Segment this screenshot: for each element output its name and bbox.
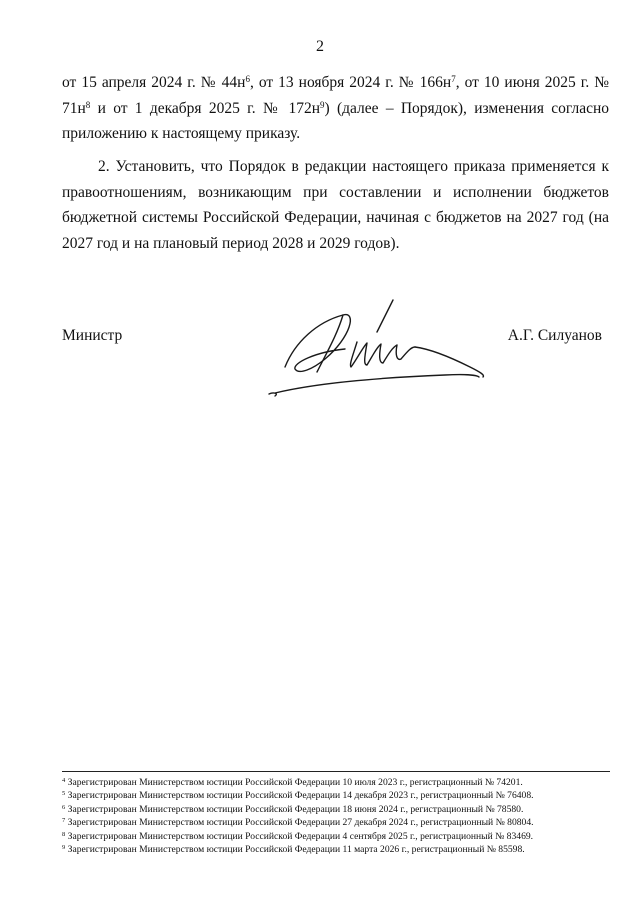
footnote-number: 5 (62, 790, 66, 798)
footnote-text: Зарегистрирован Министерством юстиции Российской Федерации 4 сентября 2025 г., регистрационный № 83469. (67, 830, 534, 842)
footnote-item (62, 789, 622, 802)
paragraph-1-text-1: от 15 апреля 2024 г. № 44н (62, 74, 246, 91)
footnote-item (62, 830, 622, 843)
footnote-text: Зарегистрирован Министерством юстиции Российской Федерации 10 июля 2023 г., регистрационный № 74201. (67, 777, 523, 788)
footnote-text: Зарегистрирован Министерством юстиции Российской Федерации 11 марта 2026 г., регистрационный № 85598. (67, 844, 525, 856)
footnote-divider (62, 771, 610, 772)
footnote-ref-7[interactable]: 7 (451, 74, 456, 84)
footnote-item (62, 816, 622, 829)
paragraph-1-text-5: ) (далее – Порядок), изменения согласно приложению к настоящему приказу. (62, 99, 610, 142)
paragraph-1-text-3: , от 10 июня 2025 г. № 71н (62, 74, 609, 117)
footnote-item (62, 776, 622, 789)
page-number: 2 (316, 38, 324, 55)
footnote-text: Зарегистрирован Министерством юстиции Российской Федерации 14 декабря 2023 г., регистрационный № 76408. (67, 790, 534, 802)
footnote-number: 4 (62, 777, 66, 784)
footnote-number: 6 (62, 803, 66, 811)
footnote-number: 8 (62, 830, 66, 838)
footnote-ref-9[interactable]: 9 (320, 99, 325, 110)
footnote-item (62, 843, 622, 856)
footnote-ref-8[interactable]: 8 (85, 99, 91, 110)
paragraph-1 (62, 70, 609, 147)
signer-title: Министр (62, 327, 123, 344)
footnote-text: Зарегистрирован Министерством юстиции Российской Федерации 18 июня 2024 г., регистрационный № 78580. (67, 803, 524, 815)
footnote-number: 9 (62, 844, 66, 852)
footnote-text: Зарегистрирован Министерством юстиции Российской Федерации 27 декабря 2024 г., регистрационный № 80804. (67, 817, 534, 829)
footnote-item (62, 803, 622, 816)
paragraph-1-text-2: , от 13 ноября 2024 г. № 166н (249, 74, 452, 91)
paragraph-1-text-4: и от 1 декабря 2025 г. № 172н (90, 99, 320, 117)
paragraph-2: 2. Установить, что Порядок в редакции настоящего приказа применяется к правоотношениям, возникающим при составлении и исполнении бюджетов бюджетной системы Российской Федерации, начиная с бюджетов на 2027 год (на 2027 год и на плановый период 2028 и 2029 годов). (62, 158, 609, 252)
footnote-ref-6[interactable]: 6 (245, 74, 250, 84)
footnote-number: 7 (62, 817, 66, 825)
footnotes-list (62, 776, 622, 856)
signer-name: А.Г. Силуанов (507, 327, 602, 344)
handwritten-signature (265, 297, 495, 402)
